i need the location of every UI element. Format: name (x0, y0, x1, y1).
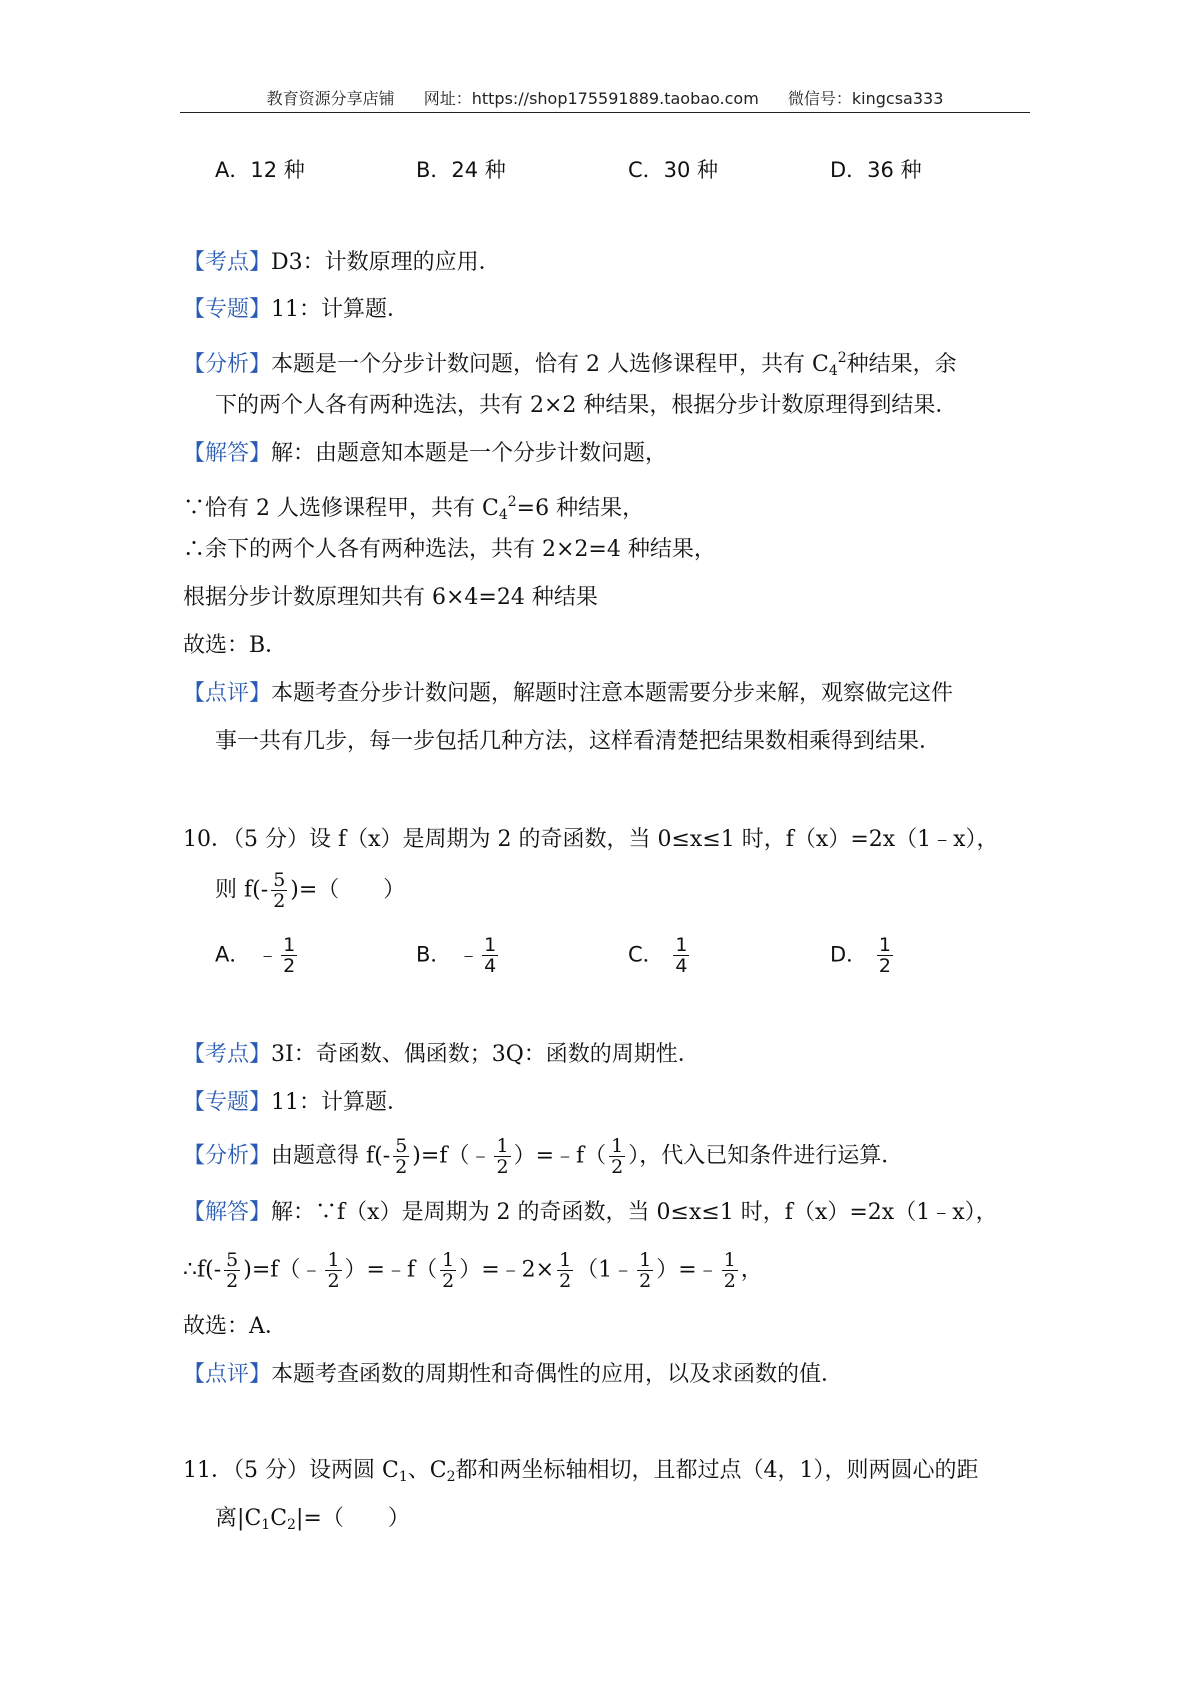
q9-jieda-4: 根据分步计数原理知共有 6×4=24 种结果 (183, 585, 598, 610)
fraction (482, 935, 498, 976)
q10-stem-2 (215, 870, 405, 911)
fraction (393, 1136, 409, 1177)
stem-text: 则 (215, 877, 238, 903)
jieda-text: ）=﹣2× (459, 1257, 555, 1283)
q11-stem (183, 1456, 979, 1492)
option-sign: ﹣ (257, 942, 279, 967)
option-label: A． (215, 942, 251, 967)
abs-bar: | (237, 1506, 245, 1531)
numerator: 1 (327, 1249, 340, 1271)
func-open: f( (366, 1143, 383, 1169)
fraction (271, 870, 287, 911)
numerator: 5 (395, 1135, 408, 1157)
denominator: 2 (395, 1156, 408, 1178)
fraction (609, 1136, 625, 1177)
q10-answer: 故选：A． (183, 1314, 287, 1339)
fraction (637, 1250, 653, 1291)
kaodian-tag: 【考点】 (183, 250, 272, 275)
jieda-tag: 【解答】 (183, 1200, 272, 1225)
option-label: B． (416, 942, 452, 967)
jieda-text: （1﹣ (576, 1257, 635, 1283)
jieda-text: ， (740, 1257, 763, 1283)
denominator: 4 (675, 955, 688, 977)
func-close: ) (290, 877, 299, 903)
dianping-text: 本题考查分步计数问题，解题时注意本题需要分步来解，观察做完这件 (271, 681, 954, 706)
fraction (673, 935, 689, 976)
q10-jieda-2 (183, 1250, 763, 1291)
option-sign: ﹣ (458, 942, 480, 967)
superscript: 2 (507, 494, 517, 510)
option-label: D． (830, 942, 868, 967)
q9-option-c: C．30 种 (628, 158, 719, 182)
fraction (440, 1250, 456, 1291)
denominator: 2 (611, 1156, 624, 1178)
numerator: 5 (273, 869, 286, 891)
kaodian-tag: 【考点】 (183, 1042, 272, 1067)
fraction (557, 1250, 573, 1291)
stem-text: =（ ） (298, 877, 406, 903)
fraction (722, 1250, 738, 1291)
q9-jieda-2 (183, 487, 644, 530)
numerator: 1 (442, 1249, 455, 1271)
kaodian-text: D3：计数原理的应用． (271, 250, 501, 275)
denominator: 2 (496, 1156, 509, 1178)
denominator: 2 (878, 955, 891, 977)
denominator: 2 (639, 1270, 652, 1292)
numerator: 1 (675, 934, 688, 956)
numerator: 1 (723, 1249, 736, 1271)
q9-zhuanti (183, 295, 409, 325)
q10-stem: 10．（5 分）设 f（x）是周期为 2 的奇函数，当 0≤x≤1 时，f（x）=2x（1﹣x）， (183, 827, 999, 852)
numerator: 5 (226, 1249, 239, 1271)
fenxi-text: 本题是一个分步计数问题，恰有 2 人选修课程甲，共有 C (271, 352, 829, 377)
q9-kaodian (183, 248, 501, 278)
kaodian-text: 3I：奇函数、偶函数；3Q：函数的周期性． (271, 1042, 700, 1067)
q10-fenxi (183, 1136, 903, 1177)
minus: - (213, 1257, 222, 1283)
denominator: 2 (723, 1270, 736, 1292)
subscript: 1 (398, 1469, 408, 1485)
numerator: 1 (878, 934, 891, 956)
fenxi-text: 种结果，余 (846, 352, 957, 377)
numerator: 1 (611, 1135, 624, 1157)
q9-dianping (183, 679, 953, 709)
func-open: f( (197, 1257, 214, 1283)
q11-stem-2 (215, 1504, 410, 1540)
stem-text: =（ ） (303, 1506, 410, 1531)
jieda-text: =f（﹣ (251, 1257, 323, 1283)
q9-answer: 故选：B． (183, 633, 288, 658)
zhuanti-tag: 【专题】 (183, 1090, 272, 1115)
func-close: ) (412, 1143, 421, 1169)
subscript: 1 (261, 1517, 271, 1533)
denominator: 4 (484, 955, 497, 977)
denominator: 2 (327, 1270, 340, 1292)
fenxi-tag: 【分析】 (183, 1143, 272, 1169)
header-url: 网址：https://shop175591889.taobao.com (423, 89, 759, 108)
numerator: 1 (484, 934, 497, 956)
option-label: C． (628, 942, 664, 967)
abs-bar: | (295, 1506, 304, 1531)
q10-option-c (628, 935, 692, 976)
c-letter: C (244, 1506, 262, 1531)
minus: - (382, 1143, 391, 1169)
q9-option-a: A．12 种 (215, 158, 305, 182)
fraction (325, 1250, 341, 1291)
denominator: 2 (283, 955, 296, 977)
func-close: ) (243, 1257, 252, 1283)
subscript: 4 (828, 363, 838, 379)
denominator: 2 (442, 1270, 455, 1292)
q9-option-d: D．36 种 (830, 158, 922, 182)
dianping-tag: 【点评】 (183, 1362, 272, 1387)
jieda-text: =6 种结果， (516, 496, 645, 521)
fraction (494, 1136, 510, 1177)
jieda-tag: 【解答】 (183, 441, 272, 466)
fenxi-text: ），代入已知条件进行运算． (628, 1143, 904, 1169)
q9-jieda (183, 439, 667, 469)
q9-option-b: B．24 种 (416, 158, 506, 182)
q10-jieda (183, 1198, 998, 1228)
q10-option-d (830, 935, 896, 976)
numerator: 1 (559, 1249, 572, 1271)
func-open: f( (244, 877, 261, 903)
jieda-text: 解：∵f（x）是周期为 2 的奇函数，当 0≤x≤1 时，f（x）=2x（1﹣x）， (271, 1200, 998, 1225)
denominator: 2 (559, 1270, 572, 1292)
q10-option-b (416, 935, 501, 976)
subscript: 4 (498, 507, 508, 523)
q9-fenxi-cont: 下的两个人各有两种选法，共有 2×2 种结果，根据分步计数原理得到结果． (215, 393, 958, 418)
denominator: 2 (226, 1270, 239, 1292)
stem-text: 都和两坐标轴相切，且都过点（4，1），则两圆心的距 (455, 1458, 979, 1483)
q9-dianping-cont: 事一共有几步，每一步包括几种方法，这样看清楚把结果数相乘得到结果． (215, 729, 942, 754)
dianping-tag: 【点评】 (183, 681, 272, 706)
superscript: 2 (837, 350, 847, 366)
fraction (877, 935, 893, 976)
header-wechat: 微信号：kingcsa333 (787, 89, 944, 108)
numerator: 1 (639, 1249, 652, 1271)
minus: - (260, 877, 269, 903)
stem-text: 11．（5 分）设两圆 C (183, 1458, 399, 1483)
fenxi-tag: 【分析】 (183, 352, 272, 377)
zhuanti-tag: 【专题】 (183, 297, 272, 322)
fraction (224, 1250, 240, 1291)
fraction (281, 935, 297, 976)
stem-text: 离 (215, 1506, 238, 1531)
page-header (180, 86, 1030, 109)
subscript: 2 (446, 1469, 456, 1485)
c-letter: C (270, 1506, 288, 1531)
zhuanti-text: 11：计算题． (271, 297, 410, 322)
header-divider (180, 112, 1030, 113)
q9-jieda-3: ∴余下的两个人各有两种选法，共有 2×2=4 种结果， (183, 537, 716, 562)
denominator: 2 (273, 890, 286, 912)
jieda-text: ∵恰有 2 人选修课程甲，共有 C (183, 496, 499, 521)
jieda-text: 解：由题意知本题是一个分步计数问题， (271, 441, 668, 466)
zhuanti-text: 11：计算题． (271, 1090, 410, 1115)
jieda-text: ）=﹣ (656, 1257, 719, 1283)
subscript: 2 (287, 1517, 296, 1533)
header-shop: 教育资源分享店铺 (266, 89, 395, 108)
therefore-symbol: ∴ (183, 1257, 197, 1283)
fenxi-text: ）=﹣f（ (513, 1143, 607, 1169)
q10-option-a (215, 935, 300, 976)
stem-text: 、C (407, 1458, 447, 1483)
numerator: 1 (496, 1135, 509, 1157)
fenxi-text: 由题意得 (271, 1143, 360, 1169)
numerator: 1 (283, 934, 296, 956)
dianping-text: 本题考查函数的周期性和奇偶性的应用，以及求函数的值． (271, 1362, 844, 1387)
q10-kaodian (183, 1040, 700, 1070)
fenxi-text: =f（﹣ (420, 1143, 492, 1169)
jieda-text: ）=﹣f（ (344, 1257, 438, 1283)
q9-fenxi (183, 343, 957, 386)
q10-dianping (183, 1360, 843, 1390)
q10-zhuanti (183, 1088, 409, 1118)
